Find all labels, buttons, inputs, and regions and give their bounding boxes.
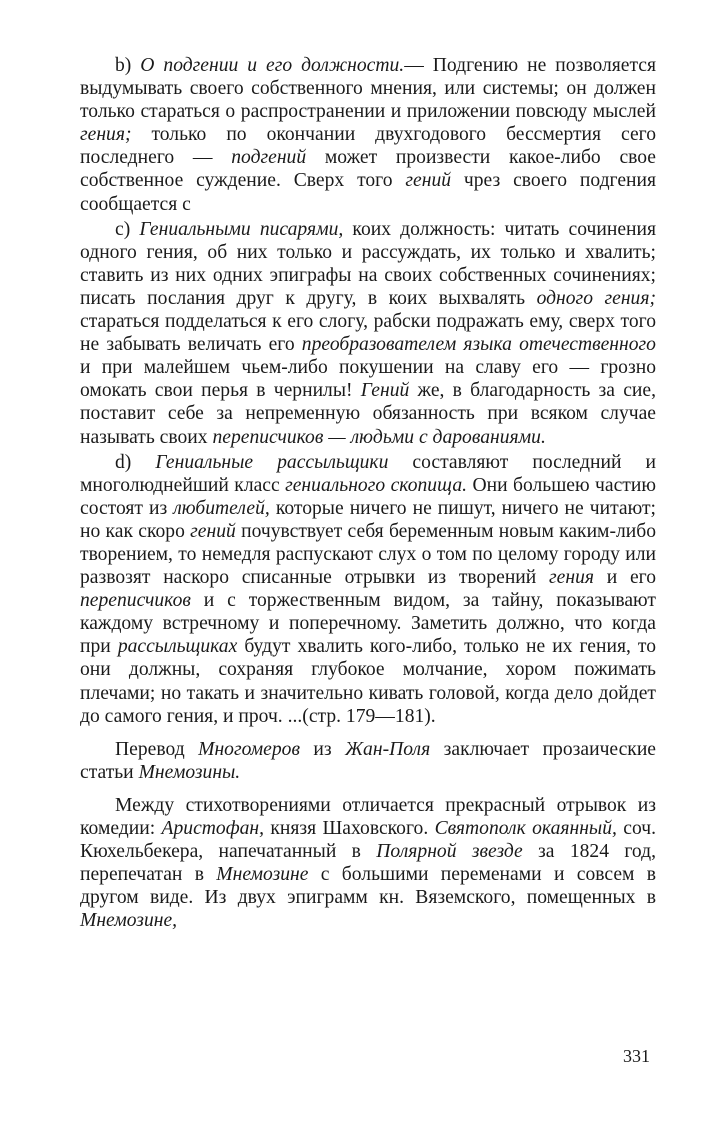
italic-run: Мнемозины. <box>138 761 241 783</box>
text-run: же, в благодарность за сие, поставит себе за непременную обязанность при всяком случае называть своих <box>80 380 656 448</box>
text-run: будут хвалить кого-либо, только не их гения, то они должны, сохраняя глубокое молчание, хором пожимать плечами; но такать и значительно кивать головой, когда дело дойдет до самого гения, и проч. ...(стр. 179—181). <box>80 636 656 727</box>
text-run: Между стихотворениями отличается прекрасный отрывок из комедии: <box>80 794 656 839</box>
text-run: из <box>299 738 346 760</box>
paragraph-b <box>80 54 656 216</box>
italic-run: одного гения; <box>536 287 656 309</box>
italic-run: переписчиков — людьми с дарованиями. <box>212 426 546 448</box>
italic-run: Мнемозине, <box>80 910 178 932</box>
text-run: соч. Кюхельбекера, напечатанный в <box>80 818 656 863</box>
text-run: чрез своего подгения сообщается с <box>80 170 656 215</box>
italic-run: рассыльщиках <box>117 636 238 658</box>
text-run: коих должность: читать сочинения одного гения, об них только и рассуждать, их только и хвалить; ставить из них одних эпиграфы на своих собственных сочинениях; писать послания друг к другу, в коих выхвалять <box>80 218 657 309</box>
text-run: стараться подделаться к его слогу, рабски подражать ему, сверх того не забывать величать его <box>80 311 656 356</box>
italic-run: гениального скопища. <box>285 474 468 496</box>
paragraph-c <box>80 218 656 449</box>
italic-run: Гениальные рассыльщики <box>155 451 389 473</box>
italic-run: Гениальными писарями, <box>139 218 344 240</box>
text-run: которые ничего не пишут, ничего не читают; но как скоро <box>80 497 656 542</box>
italic-run: подгений <box>231 147 307 169</box>
text-run: — Подгению не позволяется выдумывать своего собственного мнения, или системы; он должен только стараться о распространении и приложении повсюду мыслей <box>80 55 656 123</box>
italic-run: гения; <box>80 124 132 146</box>
text-run: с) <box>115 218 140 240</box>
body-text <box>80 54 656 932</box>
text-run: Они большею частию состоят из <box>80 474 656 519</box>
text-run: может произвести какое-либо свое собственное суждение. Сверх того <box>80 147 656 192</box>
italic-run: Многомеров <box>198 738 300 760</box>
text-run: только по окончании двухгодового бессмертия сего последнего — <box>80 124 656 169</box>
italic-run: гений <box>405 170 452 192</box>
text-run: за 1824 год, перепечатан в <box>80 841 657 886</box>
text-run: и с торжественным видом, за тайну, показывают каждому встречному и поперечному. Заметить должно, что когда при <box>80 590 656 658</box>
italic-run: любителей, <box>173 497 270 519</box>
paragraph-poems <box>80 794 656 933</box>
italic-run: Гений <box>360 380 410 402</box>
text-run: b) <box>115 55 141 76</box>
italic-run: Мнемозине <box>216 864 309 886</box>
text-run: почувствует себя беременным новым каким-либо творением, то немедля распускают слух о том по целому городу или развозят наскоро списанные отрывки из творений <box>80 520 657 589</box>
text-run: и при малейшем чьем-либо покушении на славу его — грозно омокать свои перья в чернилы! <box>80 357 656 402</box>
text-run: и его <box>594 567 657 589</box>
paragraph-d <box>80 451 656 728</box>
text-run: князя Шаховского. <box>264 818 435 839</box>
text-run: составляют последний и многолюднейший класс <box>80 451 656 496</box>
paragraph-translation <box>80 738 656 784</box>
italic-run: Полярной звезде <box>376 841 523 863</box>
italic-run: преобразователем языка отечественного <box>301 334 656 356</box>
italic-run: Святополк окаянный, <box>434 818 617 839</box>
italic-run: О подгении и его должности. <box>140 55 405 76</box>
page-number: 331 <box>623 1046 650 1066</box>
text-run: Перевод <box>115 738 199 760</box>
text-run: d) <box>115 451 156 473</box>
italic-run: переписчиков <box>80 590 191 612</box>
text-run: с большими переменами и совсем в другом виде. Из двух эпиграмм кн. Вяземского, помещенных в <box>80 864 656 909</box>
italic-run: гения <box>549 567 594 589</box>
text-run: заключает прозаические статьи <box>80 738 657 783</box>
italic-run: Аристофан, <box>161 818 265 839</box>
italic-run: гений <box>190 520 236 542</box>
italic-run: Жан-Поля <box>345 738 431 760</box>
